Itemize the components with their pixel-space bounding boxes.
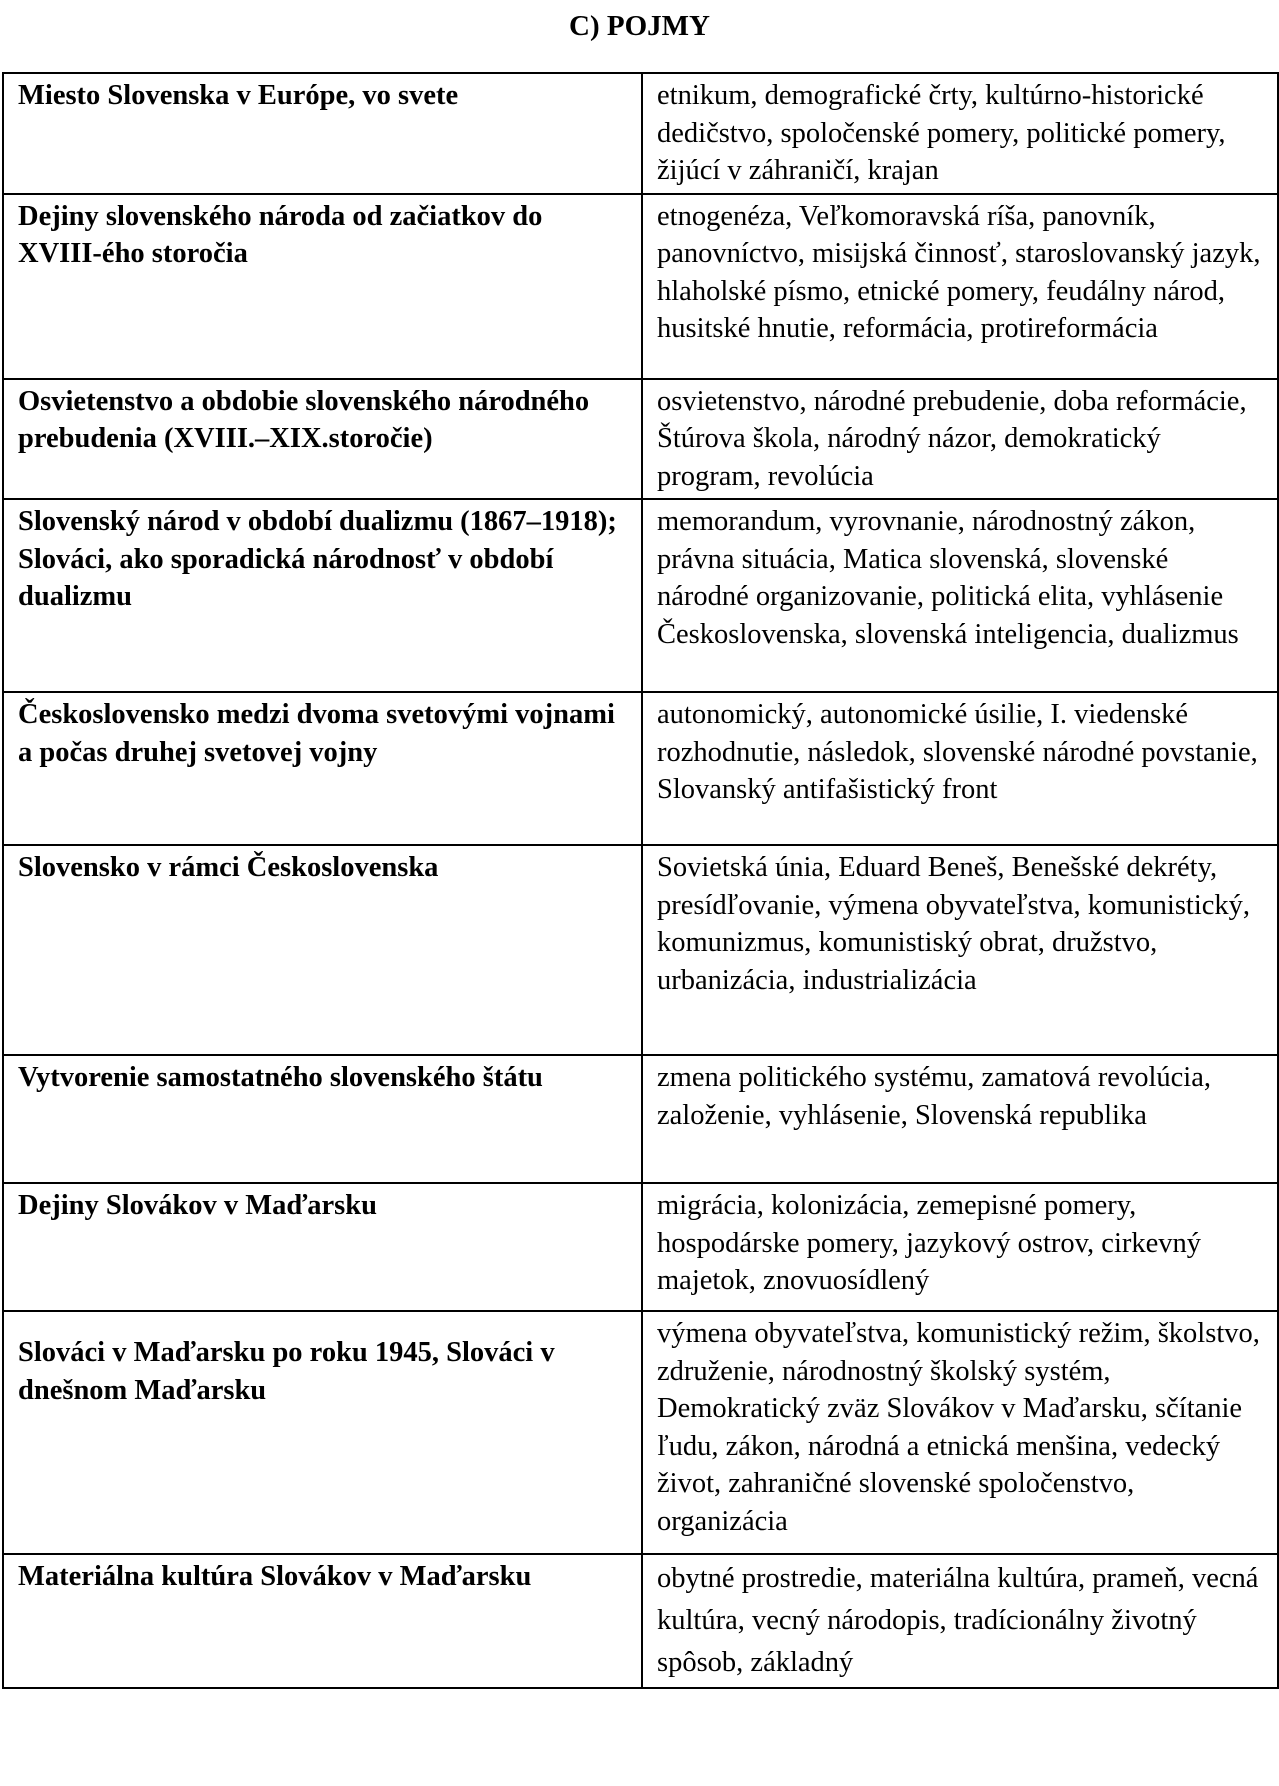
- topic-cell: Vytvorenie samostatného slovenského štátu: [3, 1055, 642, 1183]
- topic-cell: Osvietenstvo a obdobie slovenského národného prebudenia (XVIII.–XIX.storočie): [3, 379, 642, 500]
- concepts-cell: Sovietská únia, Eduard Beneš, Benešské dekréty, presídľovanie, výmena obyvateľstva, komunistický, komunizmus, komunistiský obrat, družstvo, urbanizácia, industrializácia: [642, 845, 1278, 1055]
- topic-cell: Slováci v Maďarsku po roku 1945, Slováci v dnešnom Maďarsku: [3, 1311, 642, 1554]
- table-row: [3, 845, 1278, 1055]
- topic-cell: Slovenský národ v období dualizmu (1867–1918); Slováci, ako sporadická národnosť v období dualizmu: [3, 499, 642, 692]
- table-row: [3, 73, 1278, 194]
- topic-cell: Miesto Slovenska v Európe, vo svete: [3, 73, 642, 194]
- table-row: [3, 1311, 1278, 1554]
- terms-table: [2, 72, 1279, 1689]
- table-row: [3, 1183, 1278, 1311]
- concepts-cell: memorandum, vyrovnanie, národnostný zákon, právna situácia, Matica slovenská, slovenské národné organizovanie, politická elita, vyhlásenie Československa, slovenská inteligencia, dualizmus: [642, 499, 1278, 692]
- table-row: [3, 1554, 1278, 1688]
- table-row: [3, 692, 1278, 845]
- table-row: [3, 194, 1278, 379]
- concepts-cell: osvietenstvo, národné prebudenie, doba reformácie, Štúrova škola, národný názor, demokratický program, revolúcia: [642, 379, 1278, 500]
- concepts-cell: autonomický, autonomické úsilie, I. viedenské rozhodnutie, následok, slovenské národné povstanie, Slovanský antifašistický front: [642, 692, 1278, 845]
- topic-cell: Dejiny Slovákov v Maďarsku: [3, 1183, 642, 1311]
- concepts-cell: obytné prostredie, materiálna kultúra, prameň, vecná kultúra, vecný národopis, tradícionálny životný spôsob, základný: [642, 1554, 1278, 1688]
- topic-cell: Dejiny slovenského národa od začiatkov do XVIII-ého storočia: [3, 194, 642, 379]
- topic-cell: Materiálna kultúra Slovákov v Maďarsku: [3, 1554, 642, 1688]
- concepts-cell: výmena obyvateľstva, komunistický režim, školstvo, združenie, národnostný školský systém, Demokratický zväz Slovákov v Maďarsku, sčítanie ľudu, zákon, národná a etnická menšina, vedecký život, zahraničné slovenské spoločenstvo, organizácia: [642, 1311, 1278, 1554]
- topic-cell: Slovensko v rámci Československa: [3, 845, 642, 1055]
- concepts-cell: zmena politického systému, zamatová revolúcia, založenie, vyhlásenie, Slovenská republika: [642, 1055, 1278, 1183]
- concepts-cell: migrácia, kolonizácia, zemepisné pomery, hospodárske pomery, jazykový ostrov, cirkevný majetok, znovuosídlený: [642, 1183, 1278, 1311]
- table-row: [3, 379, 1278, 500]
- table-row: [3, 1055, 1278, 1183]
- concepts-cell: etnogenéza, Veľkomoravská ríša, panovník, panovníctvo, misijská činnosť, staroslovanský jazyk, hlaholské písmo, etnické pomery, feudálny národ, husitské hnutie, reformácia, protireformácia: [642, 194, 1278, 379]
- topic-cell: Československo medzi dvoma svetovými vojnami a počas druhej svetovej vojny: [3, 692, 642, 845]
- concepts-cell: etnikum, demografické črty, kultúrno-historické dedičstvo, spoločenské pomery, politické pomery, žijúcí v záhraničí, krajan: [642, 73, 1278, 194]
- table-row: [3, 499, 1278, 692]
- page-title: C) POJMY: [569, 10, 710, 42]
